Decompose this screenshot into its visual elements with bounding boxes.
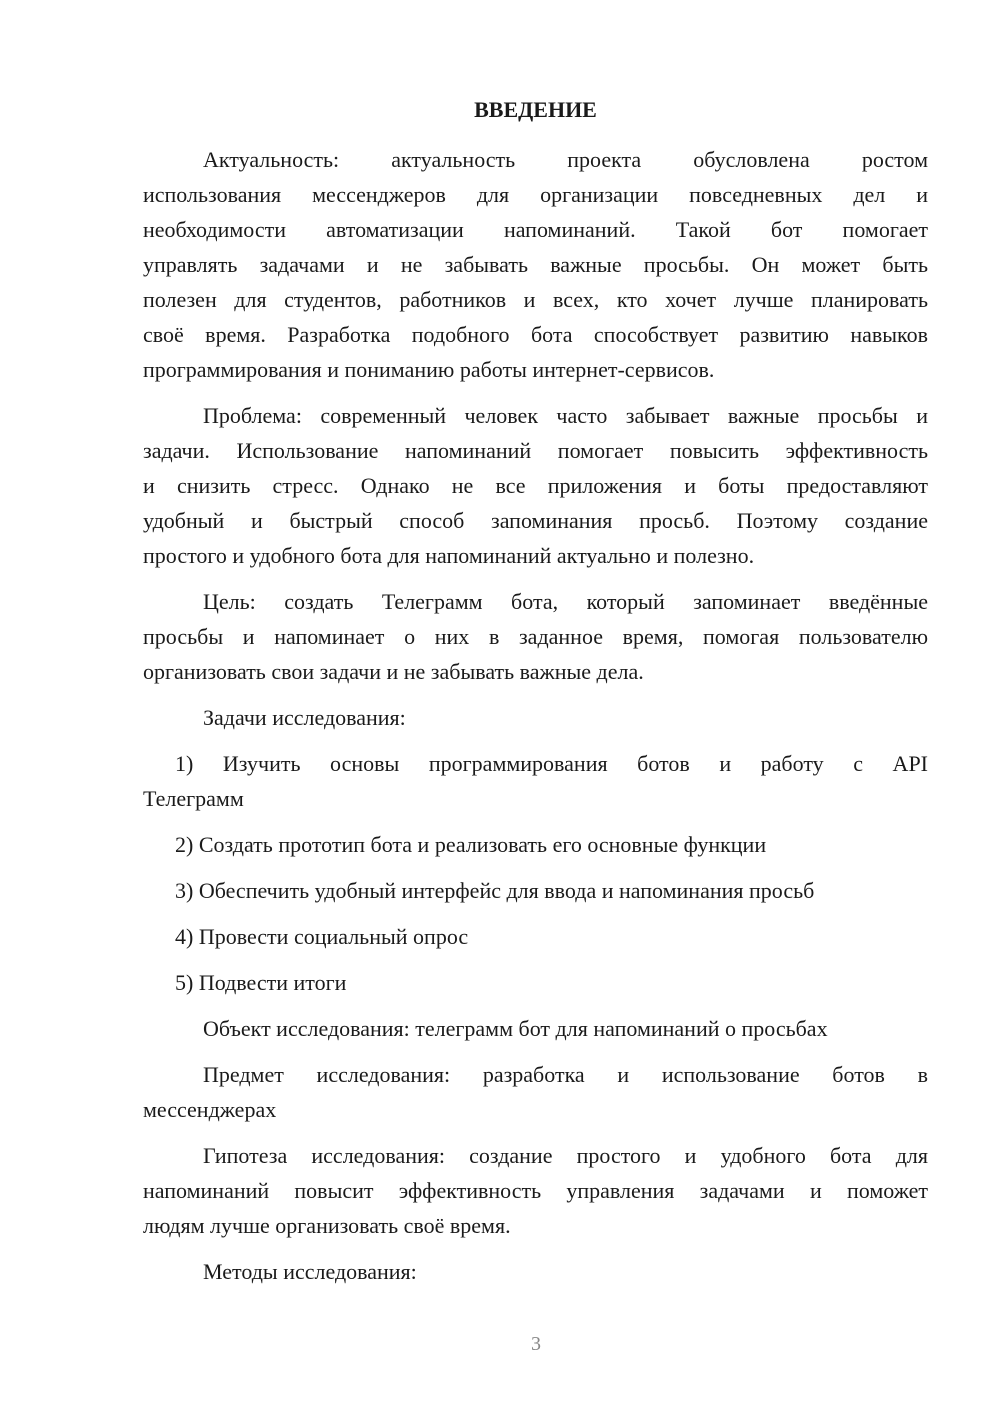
page-number: 3 [531,1333,541,1355]
paragraph [143,142,928,387]
paragraph [143,584,928,689]
text-line: использования мессенджеров для организации повседневных дел и [143,182,928,207]
document-body [143,142,928,1289]
text-line: 4) Провести социальный опрос [175,924,469,949]
document-page [143,92,928,1300]
text-line: мессенджерах [143,1097,277,1122]
text-line: напоминаний повысит эффективность управления задачами и поможет [143,1178,928,1203]
text-line: Объект исследования: телеграмм бот для напоминаний о просьбах [203,1016,828,1041]
paragraph [143,1138,928,1243]
list-item [143,746,928,816]
text-line: полезен для студентов, работников и всех, кто хочет лучше планировать [143,287,928,312]
text-line: Гипотеза исследования: создание простого и удобного бота для [203,1143,928,1168]
list-item [143,965,928,1000]
text-line: и снизить стресс. Однако не все приложения и боты предоставляют [143,473,928,498]
text-line: организовать свои задачи и не забывать важные дела. [143,659,644,684]
text-line: программирования и пониманию работы интернет-сервисов. [143,357,715,382]
text-line: людям лучше организовать своё время. [143,1213,511,1238]
text-line: необходимости автоматизации напоминаний. Такой бот помогает [143,217,928,242]
list-item [143,827,928,862]
text-line: 2) Создать прототип бота и реализовать его основные функции [175,832,767,857]
paragraph [143,1254,928,1289]
text-line: Цель: создать Телеграмм бота, который запоминает введённые [203,589,928,614]
text-line: Задачи исследования: [203,705,406,730]
text-line: своё время. Разработка подобного бота способствует развитию навыков [143,322,928,347]
text-line: 5) Подвести итоги [175,970,347,995]
text-line: 3) Обеспечить удобный интерфейс для ввода и напоминания просьб [175,878,815,903]
paragraph [143,1057,928,1127]
paragraph [143,1011,928,1046]
paragraph [143,700,928,735]
list-item [143,919,928,954]
text-line: просьбы и напоминает о них в заданное время, помогая пользователю [143,624,928,649]
text-line: 1) Изучить основы программирования ботов и работу с API [175,751,928,776]
text-line: Телеграмм [143,786,244,811]
text-line: Проблема: современный человек часто забывает важные просьбы и [203,403,928,428]
text-line: задачи. Использование напоминаний помогает повысить эффективность [143,438,928,463]
paragraph [143,398,928,573]
text-line: Предмет исследования: разработка и использование ботов в [203,1062,928,1087]
text-line: простого и удобного бота для напоминаний актуально и полезно. [143,543,755,568]
text-line: управлять задачами и не забывать важные просьбы. Он может быть [143,252,928,277]
text-line: Методы исследования: [203,1259,417,1284]
list-item [143,873,928,908]
text-line: Актуальность: актуальность проекта обусловлена ростом [203,147,928,172]
page-title: ВВЕДЕНИЕ [474,97,597,122]
text-line: удобный и быстрый способ запоминания просьб. Поэтому создание [143,508,928,533]
